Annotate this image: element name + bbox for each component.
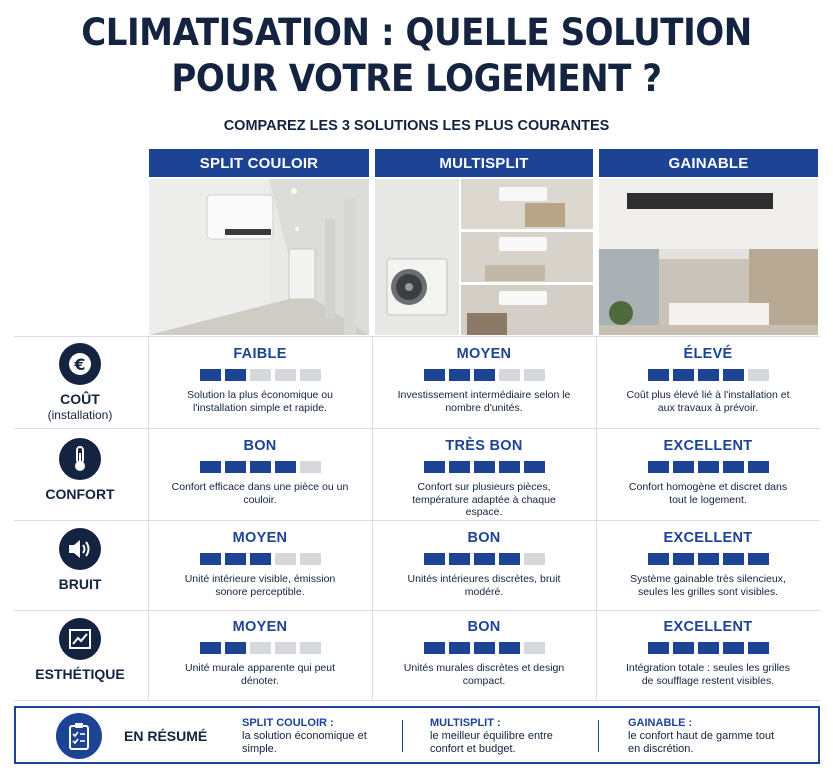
column-header-multisplit (375, 149, 593, 177)
rating-level: MOYEN (456, 346, 512, 362)
rating-bar-segment (250, 553, 271, 565)
rating-bars (373, 369, 595, 381)
rating-bar-segment (424, 369, 445, 381)
gainable-photo (599, 179, 818, 335)
rating-level: BON (467, 619, 501, 635)
rating-level: ÉLEVÉ (683, 346, 733, 362)
rating-bar-segment (648, 642, 669, 654)
column-header-split-couloir (149, 149, 369, 177)
rating-bar-segment (200, 369, 221, 381)
rating-bar-segment (200, 642, 221, 654)
column-header-label: SPLIT COULOIR (199, 154, 319, 172)
rating-description: Confort efficace dans une pièce ou un couloir. (171, 481, 349, 506)
rating-bar-segment (499, 553, 520, 565)
rating-bar-segment (474, 642, 495, 654)
rating-bar-segment (748, 461, 769, 473)
rating-description: Solution la plus économique ou l'installation simple et rapide. (187, 389, 333, 414)
rating-bar-segment (275, 461, 296, 473)
rating-bar-segment (648, 461, 669, 473)
rating-bar-segment (524, 369, 545, 381)
rating-bar-segment (698, 369, 719, 381)
rating-bar-segment (300, 461, 321, 473)
rating-bar-segment (524, 461, 545, 473)
rating-bar-segment (225, 369, 246, 381)
rating-cell (597, 530, 819, 598)
rating-bars (149, 461, 371, 473)
summary-item-multisplit (430, 717, 580, 756)
row-name: CONFORT (45, 486, 115, 502)
rating-bar-segment (499, 461, 520, 473)
rating-level: MOYEN (232, 530, 288, 546)
rating-description: Coût plus élevé lié à l'installation et aux travaux à prévoir. (626, 389, 790, 414)
summary-item-head: GAINABLE : (628, 717, 693, 729)
rating-bar-segment (424, 642, 445, 654)
rating-bar-segment (225, 642, 246, 654)
rating-cell (149, 438, 371, 506)
rating-level: EXCELLENT (663, 530, 753, 546)
rating-bar-segment (723, 461, 744, 473)
summary-item-text: la solution économique et simple. (242, 730, 367, 755)
rating-bar-segment (673, 461, 694, 473)
row-label-esthetique (14, 618, 146, 682)
summary-item-text: le confort haut de gamme tout en discrétion. (628, 730, 775, 755)
page-title-line2: POUR VOTRE LOGEMENT ? (171, 57, 662, 100)
rating-bar-segment (698, 642, 719, 654)
rating-cell (373, 346, 595, 414)
rating-bar-segment (449, 369, 470, 381)
euro-icon (59, 343, 101, 385)
row-label-cout (14, 343, 146, 422)
rating-description: Unité intérieure visible, émission sonore perceptible. (184, 573, 336, 598)
rating-level: EXCELLENT (663, 438, 753, 454)
rating-description: Système gainable très silencieux, seules les grilles sont visibles. (630, 573, 786, 598)
rating-bar-segment (748, 369, 769, 381)
rating-bar-segment (225, 461, 246, 473)
rating-bar-segment (698, 553, 719, 565)
rating-bar-segment (748, 553, 769, 565)
summary-divider (402, 720, 403, 752)
rating-bar-segment (673, 369, 694, 381)
summary-title: EN RÉSUMÉ (124, 728, 208, 744)
rating-bars (149, 369, 371, 381)
rating-level: BON (243, 438, 277, 454)
rating-cell (373, 530, 595, 598)
rating-bar-segment (524, 553, 545, 565)
rating-bar-segment (524, 642, 545, 654)
rating-bar-segment (200, 461, 221, 473)
summary-box (14, 706, 820, 764)
rating-bars (597, 461, 819, 473)
rating-bar-segment (250, 642, 271, 654)
rating-description: Unité murale apparente qui peut dénoter. (184, 662, 335, 687)
rating-description: Confort homogène et discret dans tout le logement. (628, 481, 788, 506)
rating-description: Unités murales discrètes et design compact. (403, 662, 565, 687)
page-subtitle: COMPAREZ LES 3 SOLUTIONS LES PLUS COURANTES (223, 118, 610, 134)
split-couloir-photo (149, 179, 369, 335)
row-label-bruit (14, 528, 146, 592)
rating-cell (149, 530, 371, 598)
rating-cell (373, 438, 595, 519)
rating-bar-segment (200, 553, 221, 565)
rating-bar-segment (648, 369, 669, 381)
rating-cell (597, 619, 819, 687)
rating-cell (149, 619, 371, 687)
column-header-label: MULTISPLIT (439, 154, 529, 172)
rating-bar-segment (250, 369, 271, 381)
rating-cell (149, 346, 371, 414)
column-header-gainable (599, 149, 818, 177)
rating-level: BON (467, 530, 501, 546)
rating-bar-segment (275, 553, 296, 565)
rating-bar-segment (250, 461, 271, 473)
rating-bar-segment (424, 553, 445, 565)
rating-bars (373, 461, 595, 473)
rating-bar-segment (723, 369, 744, 381)
rating-bar-segment (474, 553, 495, 565)
multisplit-photo (375, 179, 593, 335)
row-name: COÛT (60, 391, 100, 407)
rating-bars (597, 642, 819, 654)
rating-bars (597, 369, 819, 381)
summary-item-text: le meilleur équilibre entre confort et budget. (430, 730, 553, 755)
clipboard-checklist-icon (56, 713, 102, 759)
rating-bar-segment (499, 369, 520, 381)
summary-item-gainable (628, 717, 778, 756)
rating-description: Intégration totale : seules les grilles de soufflage restent visibles. (625, 662, 790, 687)
row-name: ESTHÉTIQUE (35, 666, 125, 682)
rating-bars (149, 642, 371, 654)
rating-bar-segment (474, 369, 495, 381)
rating-bar-segment (723, 553, 744, 565)
rating-bar-segment (300, 369, 321, 381)
rating-bar-segment (449, 642, 470, 654)
speaker-icon (59, 528, 101, 570)
page-title (33, 10, 799, 102)
rating-bar-segment (648, 553, 669, 565)
rating-bars (597, 553, 819, 565)
rating-description: Investissement intermédiaire selon le nombre d'unités. (397, 389, 571, 414)
rating-description: Confort sur plusieurs pièces, température adaptée à chaque espace. (412, 481, 556, 518)
picture-icon (59, 618, 101, 660)
rating-bar-segment (673, 642, 694, 654)
rating-level: MOYEN (232, 619, 288, 635)
row-sub: (installation) (47, 408, 113, 422)
rating-bar-segment (300, 642, 321, 654)
page-title-line1: CLIMATISATION : QUELLE SOLUTION (81, 11, 752, 54)
column-header-label: GAINABLE (668, 154, 749, 172)
rating-bar-segment (449, 553, 470, 565)
rating-bar-segment (499, 642, 520, 654)
rating-cell (373, 619, 595, 687)
thermometer-icon (59, 438, 101, 480)
rating-bars (373, 553, 595, 565)
row-label-confort (14, 438, 146, 502)
rating-bar-segment (275, 369, 296, 381)
row-name: BRUIT (58, 576, 102, 592)
rating-bar-segment (698, 461, 719, 473)
summary-divider (598, 720, 599, 752)
rating-bar-segment (748, 642, 769, 654)
rating-bar-segment (275, 642, 296, 654)
summary-item-split-couloir (242, 717, 392, 756)
rating-bars (149, 553, 371, 565)
rating-bar-segment (300, 553, 321, 565)
rating-cell (597, 438, 819, 506)
rating-level: EXCELLENT (663, 619, 753, 635)
rating-bars (373, 642, 595, 654)
rating-level: TRÈS BON (445, 438, 523, 454)
rating-bar-segment (424, 461, 445, 473)
rating-bar-segment (474, 461, 495, 473)
rating-cell (597, 346, 819, 414)
rating-description: Unités intérieures discrètes, bruit modéré. (407, 573, 561, 598)
summary-item-head: MULTISPLIT : (430, 717, 501, 729)
rating-bar-segment (723, 642, 744, 654)
rating-level: FAIBLE (233, 346, 287, 362)
rating-bar-segment (449, 461, 470, 473)
summary-item-head: SPLIT COULOIR : (242, 717, 334, 729)
svg-text:€: € (74, 355, 86, 374)
rating-bar-segment (673, 553, 694, 565)
rating-bar-segment (225, 553, 246, 565)
